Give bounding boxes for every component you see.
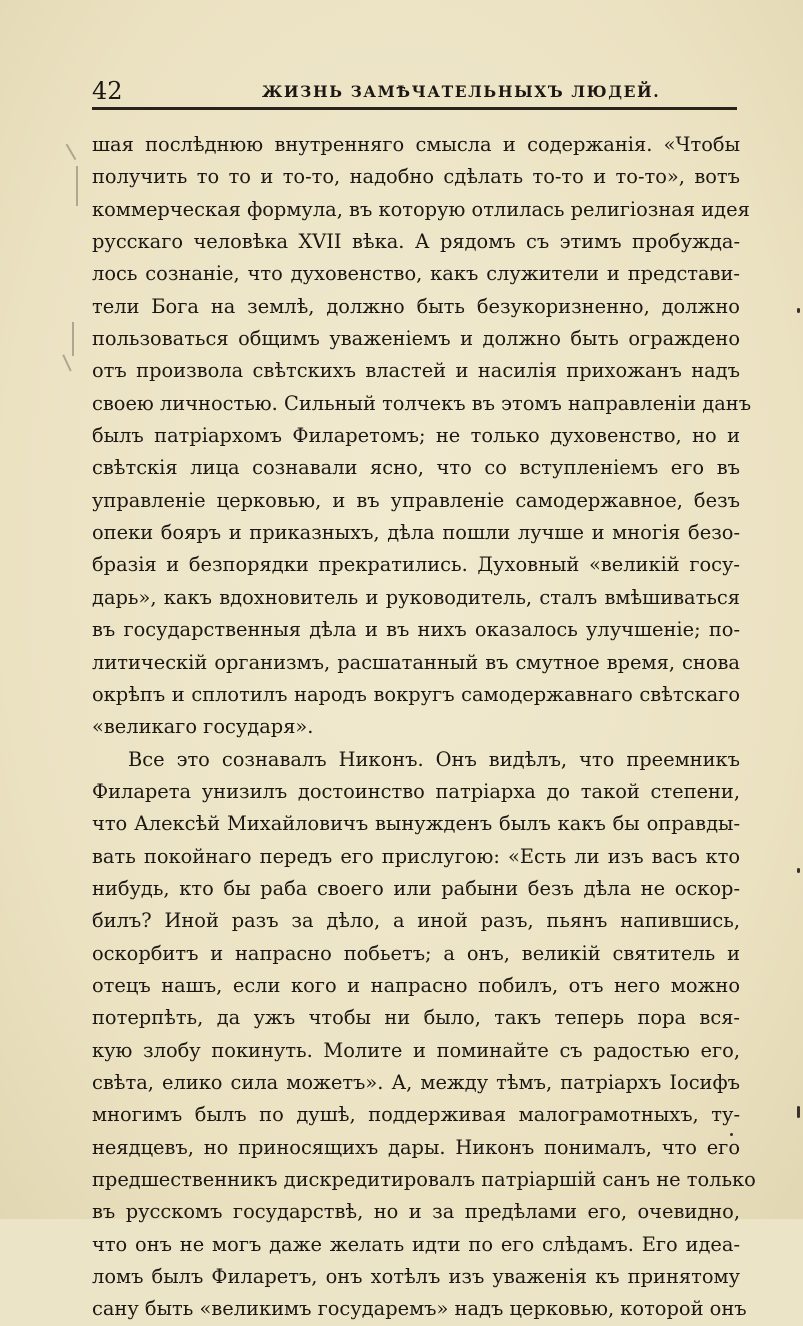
- page-header: [92, 78, 737, 104]
- text-line: кую злобу покинуть. Молите и поминайте съ радостью его,: [92, 1038, 740, 1062]
- header-rule: [92, 107, 737, 110]
- text-line: многимъ былъ по душѣ, поддерживая малограмотныхъ, ту-: [92, 1103, 740, 1127]
- text-line: бразія и безпорядки прекратились. Духовный «великій госу-: [92, 553, 740, 577]
- text-line: потерпѣть, да ужъ чтобы ни было, такъ теперь пора вся-: [92, 1006, 740, 1030]
- text-line: отъ произвола свѣтскихъ властей и насилія прихожанъ надъ: [92, 359, 740, 383]
- text-line: тели Бога на землѣ, должно быть безукоризненно, должно: [92, 294, 740, 318]
- text-line: сану быть «великимъ государемъ» надъ церковью, которой онъ: [92, 1297, 747, 1321]
- text-line: нибудь, кто бы раба своего или рабыни безъ дѣла не оскор-: [92, 876, 740, 900]
- text-line: управленіе церковью, и въ управленіе самодержавное, безъ: [92, 488, 740, 512]
- page-speck: [797, 1106, 800, 1118]
- text-line: шая послѣднюю внутренняго смысла и содержанія. «Чтобы: [92, 133, 740, 156]
- text-line: коммерческая формула, въ которую отлилась религіозная идея: [92, 197, 750, 221]
- text-line: Филарета унизилъ достоинство патріарха до такой степени,: [92, 779, 740, 803]
- text-line: предшественникъ дискредитировалъ патріаршій санъ не только: [92, 1168, 756, 1191]
- text-line: Все это сознавалъ Никонъ. Онъ видѣлъ, что преемникъ: [128, 747, 740, 771]
- margin-mark: [66, 144, 76, 160]
- text-line: свѣта, елико сила можетъ». А, между тѣмъ, патріархъ Іосифъ: [92, 1070, 740, 1094]
- text-line: что онъ не могъ даже желать идти по его слѣдамъ. Его идеа-: [92, 1232, 740, 1256]
- margin-mark: [72, 322, 74, 356]
- text-line: ломъ былъ Филаретъ, онъ хотѣлъ изъ уваженія къ принятому: [92, 1265, 740, 1289]
- margin-mark: [76, 166, 78, 206]
- text-line: русскаго человѣка XVII вѣка. А рядомъ съ этимъ пробужда-: [92, 230, 740, 254]
- text-line: дарь», какъ вдохновитель и руководитель, сталъ вмѣшиваться: [92, 585, 740, 609]
- running-head: ЖИЗНЬ ЗАМѢЧАТЕЛЬНЫХЪ ЛЮДЕЙ.: [262, 82, 661, 101]
- text-line: въ государственныя дѣла и въ нихъ оказалось улучшеніе; по-: [92, 618, 740, 642]
- text-line: лось сознаніе, что духовенство, какъ служители и представи-: [92, 262, 740, 286]
- text-line: опеки бояръ и приказныхъ, дѣла пошли лучше и многія безо-: [92, 521, 740, 545]
- text-line: въ русскомъ государствѣ, но и за предѣлами его, очевидно,: [92, 1200, 740, 1224]
- page-speck: [797, 868, 800, 873]
- text-line: что Алексѣй Михайловичъ вынужденъ былъ какъ бы оправды-: [92, 812, 740, 836]
- page-speck: [797, 308, 800, 313]
- body-text: [92, 129, 756, 1326]
- text-line: своею личностью. Сильный толчекъ въ этомъ направленіи данъ: [92, 391, 752, 415]
- margin-mark: [62, 355, 71, 372]
- text-line: литическій организмъ, расшатанный въ смутное время, снова: [92, 650, 740, 674]
- text-line: окрѣпъ и сплотилъ народъ вокругъ самодержавнаго свѣтскаго: [92, 682, 740, 706]
- text-line: неядцевъ, но приносящихъ дары. Никонъ понималъ, что его: [92, 1135, 740, 1159]
- page-number: 42: [92, 77, 123, 105]
- text-line: отецъ нашъ, если кого и напрасно побилъ, отъ него можно: [92, 973, 740, 997]
- text-line: свѣтскія лица сознавали ясно, что со вступленіемъ его въ: [92, 456, 740, 480]
- text-line: «великаго государя».: [92, 715, 314, 739]
- text-line: билъ? Иной разъ за дѣло, а иной разъ, пьянъ напившись,: [92, 909, 740, 933]
- text-line: оскорбитъ и напрасно побьетъ; а онъ, великій святитель и: [92, 941, 740, 965]
- text-line: былъ патріархомъ Филаретомъ; не только духовенство, но и: [92, 424, 740, 448]
- text-line: вать покойнаго передъ его прислугою: «Есть ли изъ васъ кто: [92, 844, 740, 868]
- text-line: пользоваться общимъ уваженіемъ и должно быть ограждено: [92, 327, 740, 351]
- text-line: получить то то и то-то, надобно сдѣлать то-то и то-то», вотъ: [92, 165, 740, 189]
